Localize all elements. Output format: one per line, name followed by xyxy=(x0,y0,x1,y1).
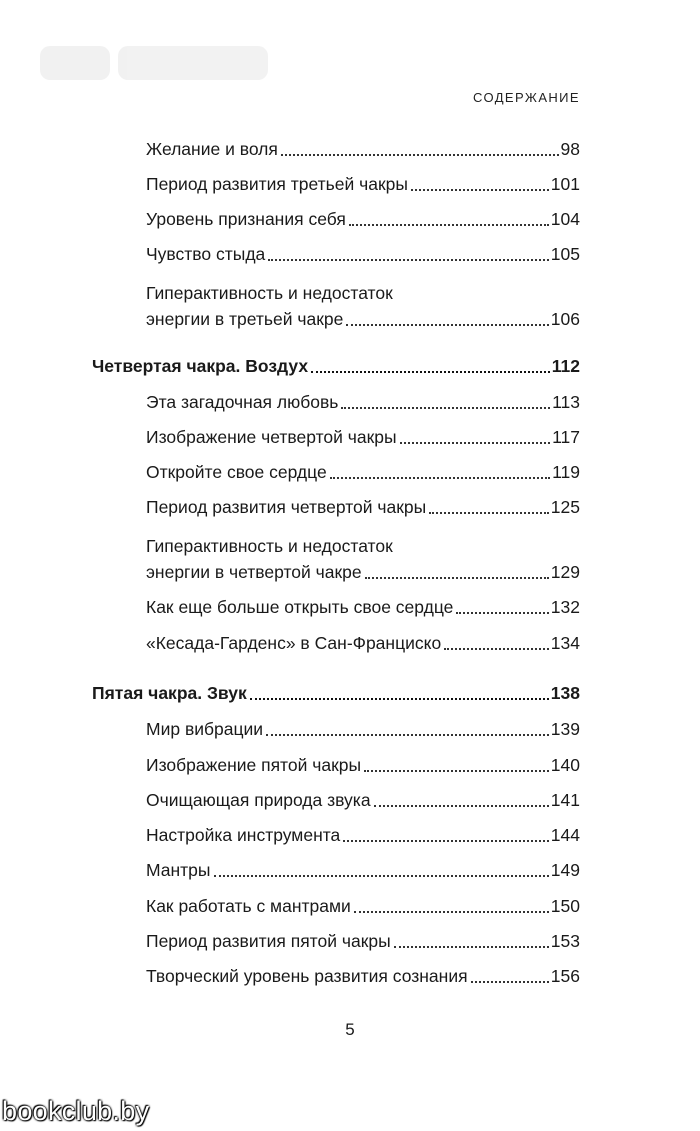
watermark: bookclub.by xyxy=(2,1096,150,1126)
toc-entry-page: 153 xyxy=(550,931,580,951)
toc-entry-title: Как работать с мантрами xyxy=(146,896,351,916)
toc-entry[interactable] xyxy=(146,389,580,415)
toc-entry[interactable] xyxy=(146,963,580,989)
toc-entry-title: Изображение пятой чакры xyxy=(146,755,362,775)
toc-entry[interactable] xyxy=(146,594,580,620)
section-header: СОДЕРЖАНИЕ xyxy=(472,90,580,105)
toc-entry-title: Изображение четвертой чакры xyxy=(146,427,397,447)
toc-entry[interactable] xyxy=(146,494,580,520)
dot-leader xyxy=(214,874,549,877)
toc-entry[interactable] xyxy=(146,533,580,585)
toc-entry[interactable] xyxy=(146,136,580,162)
toc-entry-title: Период развития пятой чакры xyxy=(146,931,391,951)
dot-leader xyxy=(374,804,549,807)
toc-entry-page: 117 xyxy=(552,427,580,447)
toc-entry-title: Очищающая природа звука xyxy=(146,790,371,810)
dot-leader xyxy=(311,370,550,373)
toc-entry[interactable] xyxy=(146,822,580,848)
page-number: 5 xyxy=(345,1020,355,1039)
toc-entry-page: 156 xyxy=(550,966,580,986)
toc-chapter[interactable] xyxy=(92,353,580,379)
toc-entry-page: 105 xyxy=(550,244,580,264)
toc-entry[interactable] xyxy=(146,752,580,778)
dot-leader xyxy=(456,611,548,614)
toc-entry-page: 119 xyxy=(552,462,580,482)
toc-entry-title-continued: энергии в четвертой чакре xyxy=(146,562,362,582)
toc-entry-page: 125 xyxy=(550,497,580,517)
toc-chapter-title: Четвертая чакра. Воздух xyxy=(92,356,309,376)
toc-entry-page: 149 xyxy=(550,860,580,880)
toc-chapter[interactable] xyxy=(92,680,580,706)
dot-leader xyxy=(346,323,548,326)
toc-entry-title: Эта загадочная любовь xyxy=(146,392,339,412)
toc-entry-title: Мир вибрации xyxy=(146,719,264,739)
toc-entry[interactable] xyxy=(146,280,580,332)
toc-entry[interactable] xyxy=(146,893,580,919)
toc-entry-page: 150 xyxy=(550,896,580,916)
dot-leader xyxy=(266,733,549,736)
toc-entry-title: Чувство стыда xyxy=(146,244,266,264)
dot-leader xyxy=(429,511,549,514)
dot-leader xyxy=(394,945,549,948)
toc-chapter-page: 112 xyxy=(551,356,580,376)
dot-leader xyxy=(444,647,549,650)
toc-entry-title: Откройте свое сердце xyxy=(146,462,327,482)
toc-entry[interactable] xyxy=(146,171,580,197)
toc-entry-title: Период развития третьей чакры xyxy=(146,174,408,194)
toc-entry[interactable] xyxy=(146,206,580,232)
dot-leader xyxy=(471,980,549,983)
dot-leader xyxy=(411,188,549,191)
toc-entry[interactable] xyxy=(146,716,580,742)
toc-entry-title-continued: энергии в третьей чакре xyxy=(146,309,344,329)
toc-chapter-title: Пятая чакра. Звук xyxy=(92,683,247,703)
toc-entry-page: 98 xyxy=(560,139,580,159)
toc-entry-page: 132 xyxy=(550,597,580,617)
toc-entry-title: Период развития четвертой чакры xyxy=(146,497,427,517)
dot-leader xyxy=(330,476,550,479)
toc-entry-title: Гиперактивность и недостаток xyxy=(146,283,393,303)
dot-leader xyxy=(341,406,550,409)
toc-entry-title: Творческий уровень развития сознания xyxy=(146,966,468,986)
dot-leader xyxy=(250,697,549,700)
toc-entry-title: Как еще больше открыть свое сердце xyxy=(146,597,454,617)
toc-entry-page: 141 xyxy=(550,790,580,810)
toc-entry-title: Желание и воля xyxy=(146,139,278,159)
toc-entry-page: 106 xyxy=(550,309,580,329)
toc-entry-title: Уровень признания себя xyxy=(146,209,346,229)
toc-entry-page: 139 xyxy=(550,719,580,739)
dot-leader xyxy=(364,769,549,772)
toc-entry-page: 101 xyxy=(550,174,580,194)
toc-chapter-page: 138 xyxy=(550,683,580,703)
toc-entry-title: Мантры xyxy=(146,860,211,880)
toc-entry[interactable] xyxy=(146,928,580,954)
dot-leader xyxy=(349,223,549,226)
toc-entry[interactable] xyxy=(146,459,580,485)
toc-entry[interactable] xyxy=(146,787,580,813)
toc-entry-title: Гиперактивность и недостаток xyxy=(146,536,393,556)
toc-entry[interactable] xyxy=(146,241,580,267)
toc-entry-page: 113 xyxy=(552,392,580,412)
toc-entry-page: 104 xyxy=(550,209,580,229)
toc-entry-page: 144 xyxy=(550,825,580,845)
dot-leader xyxy=(354,910,549,913)
toc-entry-page: 134 xyxy=(550,633,580,653)
dot-leader xyxy=(343,839,549,842)
toc-entry[interactable] xyxy=(146,857,580,883)
dot-leader xyxy=(281,153,559,156)
toc-entry[interactable] xyxy=(146,424,580,450)
toc-entry[interactable] xyxy=(146,630,580,656)
toc-entry-page: 129 xyxy=(550,562,580,582)
dot-leader xyxy=(400,441,551,444)
toc-entry-title: «Кесада-Гарденс» в Сан-Франциско xyxy=(146,633,442,653)
toc-entry-page: 140 xyxy=(550,755,580,775)
dot-leader xyxy=(268,258,549,261)
dot-leader xyxy=(365,576,549,579)
toc-entry-title: Настройка инструмента xyxy=(146,825,341,845)
